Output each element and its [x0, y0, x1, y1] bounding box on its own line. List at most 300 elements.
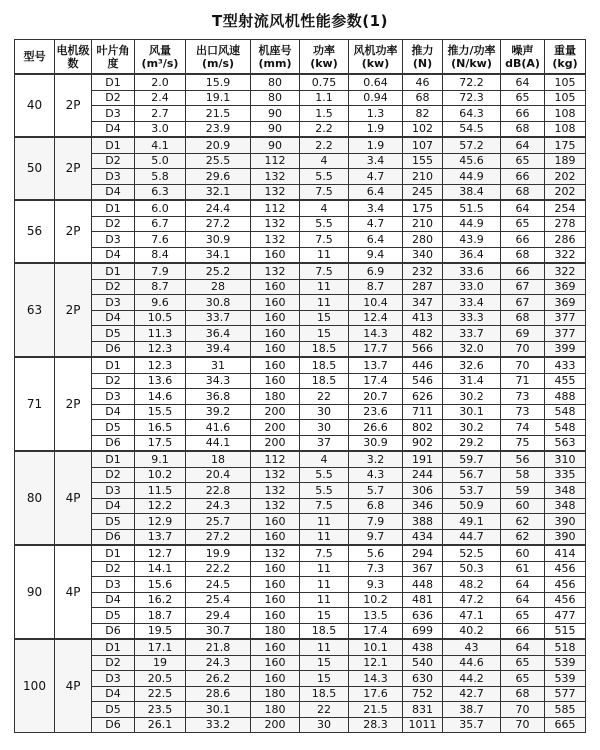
- table-cell: 10.2: [135, 467, 186, 483]
- table-cell: 11: [300, 561, 349, 577]
- table-cell: D3: [92, 671, 135, 687]
- table-cell: 47.1: [443, 608, 501, 624]
- table-cell: 71: [501, 373, 545, 389]
- model-cell: 50: [15, 137, 55, 200]
- table-cell: D2: [92, 153, 135, 169]
- table-cell: D4: [92, 310, 135, 326]
- table-cell: 50.9: [443, 498, 501, 514]
- table-cell: 52.5: [443, 545, 501, 561]
- table-cell: 752: [403, 686, 443, 702]
- column-header: 机座号(mm): [251, 40, 300, 75]
- table-row: [15, 623, 586, 639]
- table-row: [15, 357, 586, 373]
- table-cell: 8.7: [135, 279, 186, 295]
- table-cell: 367: [403, 561, 443, 577]
- table-cell: 10.4: [349, 295, 403, 311]
- table-cell: 160: [251, 247, 300, 263]
- table-row: [15, 121, 586, 137]
- table-cell: 68: [403, 90, 443, 106]
- table-cell: 27.2: [186, 529, 251, 545]
- table-cell: 132: [251, 498, 300, 514]
- table-cell: 4.7: [349, 216, 403, 232]
- table-cell: 306: [403, 483, 443, 499]
- table-cell: 21.5: [349, 702, 403, 718]
- table-row: [15, 200, 586, 216]
- table-cell: 12.4: [349, 310, 403, 326]
- table-cell: 25.7: [186, 514, 251, 530]
- table-cell: 10.2: [349, 592, 403, 608]
- model-group: [15, 263, 586, 357]
- table-cell: 105: [545, 74, 586, 90]
- table-cell: 20.7: [349, 389, 403, 405]
- table-cell: 75: [501, 435, 545, 451]
- table-cell: 30.2: [443, 420, 501, 436]
- table-cell: 80: [251, 90, 300, 106]
- table-cell: 280: [403, 232, 443, 248]
- table-row: [15, 686, 586, 702]
- table-cell: 80: [251, 74, 300, 90]
- table-cell: 1.9: [349, 137, 403, 153]
- table-row: [15, 420, 586, 436]
- table-cell: 160: [251, 608, 300, 624]
- table-cell: 287: [403, 279, 443, 295]
- table-row: [15, 106, 586, 122]
- table-cell: 49.1: [443, 514, 501, 530]
- table-cell: 61: [501, 561, 545, 577]
- table-row: [15, 592, 586, 608]
- table-cell: 18.7: [135, 608, 186, 624]
- table-cell: 29.6: [186, 169, 251, 185]
- table-cell: 45.6: [443, 153, 501, 169]
- table-cell: 107: [403, 137, 443, 153]
- table-cell: 64.3: [443, 106, 501, 122]
- table-row: [15, 514, 586, 530]
- table-cell: 2.2: [300, 137, 349, 153]
- table-cell: 33.0: [443, 279, 501, 295]
- model-group: [15, 639, 586, 733]
- table-cell: 14.3: [349, 671, 403, 687]
- table-cell: D2: [92, 90, 135, 106]
- table-cell: 175: [403, 200, 443, 216]
- table-cell: 3.4: [349, 153, 403, 169]
- table-cell: 46: [403, 74, 443, 90]
- table-row: [15, 341, 586, 357]
- table-cell: 488: [545, 389, 586, 405]
- table-cell: 25.4: [186, 592, 251, 608]
- table-cell: 9.1: [135, 451, 186, 467]
- table-cell: 446: [403, 357, 443, 373]
- table-cell: 6.4: [349, 184, 403, 200]
- table-cell: 44.9: [443, 169, 501, 185]
- table-cell: D2: [92, 216, 135, 232]
- table-cell: 28: [186, 279, 251, 295]
- table-cell: 132: [251, 483, 300, 499]
- table-cell: 62: [501, 529, 545, 545]
- table-cell: 160: [251, 671, 300, 687]
- table-cell: 11.5: [135, 483, 186, 499]
- table-cell: 58: [501, 467, 545, 483]
- table-cell: 90: [251, 137, 300, 153]
- table-cell: 5.5: [300, 483, 349, 499]
- table-cell: 11.3: [135, 326, 186, 342]
- table-row: [15, 639, 586, 655]
- table-cell: 23.6: [349, 404, 403, 420]
- table-cell: 5.5: [300, 467, 349, 483]
- table-cell: 540: [403, 655, 443, 671]
- table-cell: 9.4: [349, 247, 403, 263]
- fan-performance-table: [14, 39, 586, 733]
- table-cell: 12.2: [135, 498, 186, 514]
- table-cell: 34.3: [186, 373, 251, 389]
- table-cell: 42.7: [443, 686, 501, 702]
- table-cell: 66: [501, 169, 545, 185]
- table-cell: 17.1: [135, 639, 186, 655]
- table-cell: 202: [545, 184, 586, 200]
- table-cell: 30.8: [186, 295, 251, 311]
- table-cell: 377: [545, 310, 586, 326]
- table-cell: 456: [545, 561, 586, 577]
- table-cell: 4: [300, 200, 349, 216]
- table-cell: 54.5: [443, 121, 501, 137]
- table-cell: 15.6: [135, 577, 186, 593]
- page-title: T型射流风机性能参数(1): [212, 12, 388, 30]
- table-cell: 32.6: [443, 357, 501, 373]
- table-cell: 27.2: [186, 216, 251, 232]
- table-cell: 5.0: [135, 153, 186, 169]
- table-cell: 105: [545, 90, 586, 106]
- table-cell: 802: [403, 420, 443, 436]
- table-cell: 24.4: [186, 200, 251, 216]
- table-cell: 67: [501, 295, 545, 311]
- table-cell: 12.9: [135, 514, 186, 530]
- table-row: [15, 74, 586, 90]
- table-cell: 72.2: [443, 74, 501, 90]
- table-cell: 47.2: [443, 592, 501, 608]
- motor-poles-cell: 4P: [55, 545, 92, 639]
- table-cell: 24.5: [186, 577, 251, 593]
- table-cell: 232: [403, 263, 443, 279]
- table-row: [15, 498, 586, 514]
- table-cell: 38.4: [443, 184, 501, 200]
- table-cell: 15.9: [186, 74, 251, 90]
- table-cell: 577: [545, 686, 586, 702]
- table-cell: 21.5: [186, 106, 251, 122]
- table-row: [15, 467, 586, 483]
- table-cell: 64: [501, 639, 545, 655]
- table-cell: D6: [92, 529, 135, 545]
- column-header: 噪声dB(A): [501, 40, 545, 75]
- table-cell: 456: [545, 592, 586, 608]
- table-cell: 711: [403, 404, 443, 420]
- table-cell: 17.5: [135, 435, 186, 451]
- table-row: [15, 671, 586, 687]
- table-cell: 14.1: [135, 561, 186, 577]
- table-cell: 44.2: [443, 671, 501, 687]
- table-cell: 11: [300, 247, 349, 263]
- table-cell: 25.2: [186, 263, 251, 279]
- table-cell: 44.6: [443, 655, 501, 671]
- table-cell: 191: [403, 451, 443, 467]
- table-cell: 477: [545, 608, 586, 624]
- table-cell: 36.8: [186, 389, 251, 405]
- table-cell: 245: [403, 184, 443, 200]
- table-cell: 413: [403, 310, 443, 326]
- table-cell: 30: [300, 717, 349, 733]
- table-cell: 0.94: [349, 90, 403, 106]
- column-header: 风机功率(kw): [349, 40, 403, 75]
- table-cell: 22.2: [186, 561, 251, 577]
- table-cell: 160: [251, 529, 300, 545]
- table-cell: D1: [92, 357, 135, 373]
- table-cell: 82: [403, 106, 443, 122]
- table-cell: 6.4: [349, 232, 403, 248]
- table-cell: 15: [300, 310, 349, 326]
- table-cell: 0.64: [349, 74, 403, 90]
- table-row: [15, 529, 586, 545]
- table-row: [15, 561, 586, 577]
- table-cell: 7.3: [349, 561, 403, 577]
- table-cell: 33.2: [186, 717, 251, 733]
- model-cell: 63: [15, 263, 55, 357]
- table-cell: 160: [251, 279, 300, 295]
- table-cell: 70: [501, 702, 545, 718]
- table-cell: D6: [92, 341, 135, 357]
- table-cell: 2.0: [135, 74, 186, 90]
- table-cell: 22.8: [186, 483, 251, 499]
- table-cell: 31: [186, 357, 251, 373]
- table-row: [15, 655, 586, 671]
- table-cell: 0.75: [300, 74, 349, 90]
- table-cell: 11: [300, 295, 349, 311]
- table-cell: 26.6: [349, 420, 403, 436]
- table-cell: D3: [92, 232, 135, 248]
- table-cell: 335: [545, 467, 586, 483]
- table-cell: 108: [545, 106, 586, 122]
- table-cell: 15: [300, 671, 349, 687]
- column-header: 重量(kg): [545, 40, 586, 75]
- table-cell: 15: [300, 655, 349, 671]
- table-cell: 14.6: [135, 389, 186, 405]
- table-cell: 11: [300, 639, 349, 655]
- table-cell: 4.1: [135, 137, 186, 153]
- table-cell: 5.7: [349, 483, 403, 499]
- table-cell: D5: [92, 608, 135, 624]
- table-cell: 515: [545, 623, 586, 639]
- table-cell: 4.7: [349, 169, 403, 185]
- table-cell: 10.5: [135, 310, 186, 326]
- table-cell: 24.3: [186, 498, 251, 514]
- table-cell: 481: [403, 592, 443, 608]
- table-cell: 36.4: [443, 247, 501, 263]
- table-cell: D3: [92, 389, 135, 405]
- table-cell: 22: [300, 389, 349, 405]
- table-cell: 6.3: [135, 184, 186, 200]
- table-cell: D1: [92, 545, 135, 561]
- table-cell: 70: [501, 357, 545, 373]
- column-header: 推力(N): [403, 40, 443, 75]
- table-cell: 15.5: [135, 404, 186, 420]
- table-cell: 132: [251, 467, 300, 483]
- table-cell: 64: [501, 200, 545, 216]
- table-cell: 30.2: [443, 389, 501, 405]
- table-cell: 66: [501, 623, 545, 639]
- table-cell: 539: [545, 671, 586, 687]
- table-cell: 12.7: [135, 545, 186, 561]
- table-cell: 102: [403, 121, 443, 137]
- table-header: [15, 40, 586, 75]
- table-cell: 33.7: [443, 326, 501, 342]
- table-cell: 57.2: [443, 137, 501, 153]
- table-row: [15, 279, 586, 295]
- model-cell: 40: [15, 74, 55, 137]
- table-cell: 15: [300, 608, 349, 624]
- table-cell: 65: [501, 90, 545, 106]
- table-row: [15, 326, 586, 342]
- table-cell: 7.5: [300, 545, 349, 561]
- motor-poles-cell: 4P: [55, 451, 92, 545]
- table-cell: 11: [300, 279, 349, 295]
- table-cell: 53.7: [443, 483, 501, 499]
- table-cell: 200: [251, 420, 300, 436]
- table-cell: 455: [545, 373, 586, 389]
- table-cell: 33.6: [443, 263, 501, 279]
- table-cell: 69: [501, 326, 545, 342]
- table-cell: 65: [501, 608, 545, 624]
- table-cell: 8.4: [135, 247, 186, 263]
- table-cell: 160: [251, 326, 300, 342]
- table-cell: 23.5: [135, 702, 186, 718]
- table-cell: 200: [251, 717, 300, 733]
- table-cell: 56: [501, 451, 545, 467]
- model-cell: 100: [15, 639, 55, 733]
- table-cell: 210: [403, 216, 443, 232]
- table-cell: 64: [501, 137, 545, 153]
- model-group: [15, 451, 586, 545]
- table-cell: D1: [92, 137, 135, 153]
- table-cell: D5: [92, 702, 135, 718]
- table-cell: 175: [545, 137, 586, 153]
- table-cell: 68: [501, 247, 545, 263]
- table-cell: 64: [501, 74, 545, 90]
- table-cell: D2: [92, 279, 135, 295]
- table-cell: 160: [251, 295, 300, 311]
- table-cell: 8.7: [349, 279, 403, 295]
- table-cell: 831: [403, 702, 443, 718]
- table-cell: 13.5: [349, 608, 403, 624]
- table-cell: 67: [501, 279, 545, 295]
- table-cell: 30.1: [443, 404, 501, 420]
- model-group: [15, 74, 586, 137]
- table-cell: 518: [545, 639, 586, 655]
- table-cell: D2: [92, 561, 135, 577]
- table-cell: 11: [300, 577, 349, 593]
- table-row: [15, 232, 586, 248]
- table-cell: 433: [545, 357, 586, 373]
- table-cell: 7.5: [300, 263, 349, 279]
- table-cell: 160: [251, 577, 300, 593]
- table-cell: 626: [403, 389, 443, 405]
- table-cell: 37: [300, 435, 349, 451]
- table-row: [15, 435, 586, 451]
- table-cell: 160: [251, 310, 300, 326]
- table-cell: 24.3: [186, 655, 251, 671]
- table-cell: 1.9: [349, 121, 403, 137]
- table-cell: 32.1: [186, 184, 251, 200]
- table-cell: 35.7: [443, 717, 501, 733]
- table-cell: 7.5: [300, 498, 349, 514]
- table-cell: 636: [403, 608, 443, 624]
- table-cell: 112: [251, 200, 300, 216]
- table-row: [15, 169, 586, 185]
- table-cell: 2.2: [300, 121, 349, 137]
- table-cell: 160: [251, 373, 300, 389]
- table-cell: 448: [403, 577, 443, 593]
- table-cell: 19: [135, 655, 186, 671]
- table-cell: 566: [403, 341, 443, 357]
- motor-poles-cell: 2P: [55, 263, 92, 357]
- model-group: [15, 200, 586, 263]
- table-cell: 29.4: [186, 608, 251, 624]
- table-cell: 665: [545, 717, 586, 733]
- column-header: 型号: [15, 40, 55, 75]
- table-cell: 4: [300, 451, 349, 467]
- table-cell: 26.2: [186, 671, 251, 687]
- table-cell: 72.3: [443, 90, 501, 106]
- table-cell: 13.7: [349, 357, 403, 373]
- table-cell: 70: [501, 341, 545, 357]
- table-cell: D1: [92, 200, 135, 216]
- table-cell: 43.9: [443, 232, 501, 248]
- table-cell: 202: [545, 169, 586, 185]
- table-cell: 1.5: [300, 106, 349, 122]
- table-row: [15, 184, 586, 200]
- table-row: [15, 153, 586, 169]
- table-cell: D4: [92, 592, 135, 608]
- table-cell: 30.1: [186, 702, 251, 718]
- table-cell: 26.1: [135, 717, 186, 733]
- table-cell: 30.9: [349, 435, 403, 451]
- table-cell: 39.2: [186, 404, 251, 420]
- table-cell: 19.9: [186, 545, 251, 561]
- table-row: [15, 404, 586, 420]
- table-cell: 1.1: [300, 90, 349, 106]
- table-cell: D3: [92, 295, 135, 311]
- table-cell: D6: [92, 623, 135, 639]
- table-cell: 388: [403, 514, 443, 530]
- table-cell: 4: [300, 153, 349, 169]
- table-cell: 20.4: [186, 467, 251, 483]
- table-cell: 3.4: [349, 200, 403, 216]
- table-cell: 11: [300, 529, 349, 545]
- table-cell: 60: [501, 498, 545, 514]
- table-cell: 68: [501, 686, 545, 702]
- table-cell: 23.9: [186, 121, 251, 137]
- table-cell: 18: [186, 451, 251, 467]
- table-cell: D1: [92, 74, 135, 90]
- table-cell: 17.6: [349, 686, 403, 702]
- table-cell: 44.7: [443, 529, 501, 545]
- column-header: 叶片角度: [92, 40, 135, 75]
- table-cell: 51.5: [443, 200, 501, 216]
- table-cell: 65: [501, 216, 545, 232]
- table-cell: 73: [501, 404, 545, 420]
- table-cell: 630: [403, 671, 443, 687]
- table-cell: 11: [300, 592, 349, 608]
- table-cell: 7.9: [349, 514, 403, 530]
- table-cell: 73: [501, 389, 545, 405]
- table-cell: 15: [300, 326, 349, 342]
- table-cell: 286: [545, 232, 586, 248]
